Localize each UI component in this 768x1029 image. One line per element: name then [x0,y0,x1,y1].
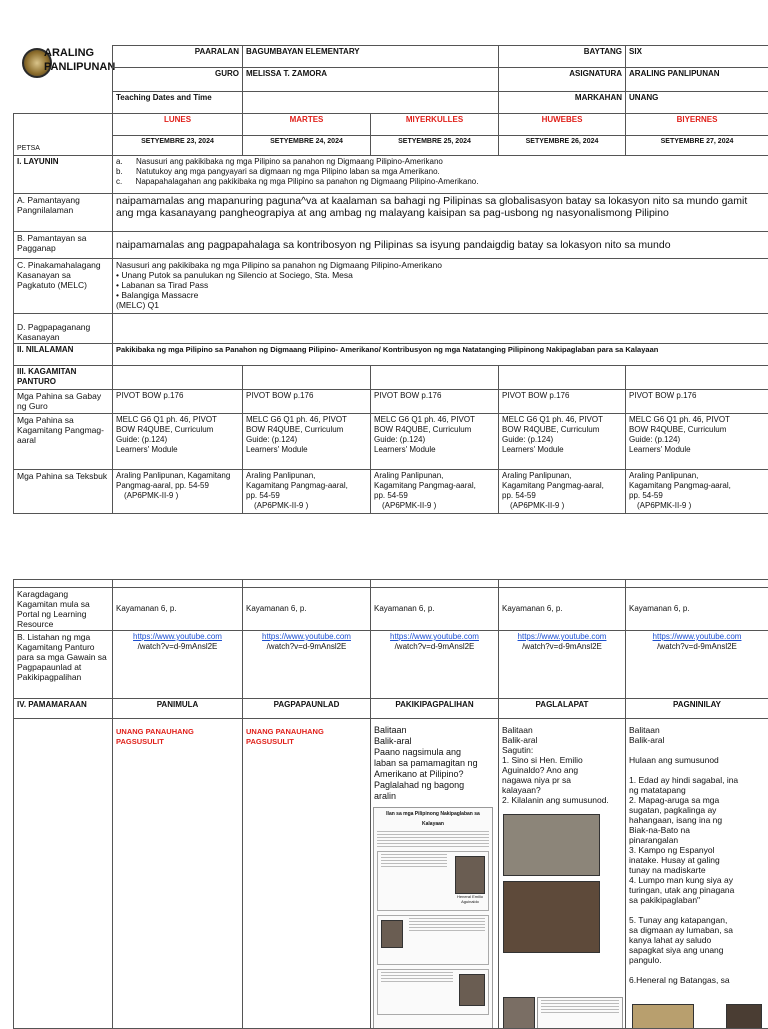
teksbuk-tuesday [243,470,371,514]
day-friday: BIYERNES [626,114,768,136]
paaralan-value: BAGUMBAYAN ELEMENTARY [243,46,499,68]
k-line: MELC G6 Q1 ph. 46, PIVOT [116,415,239,425]
objective-c: c. Napapahalagahan ang pakikibaka ng mga Pilipino sa panahon ng Digmaang Pilipino-Amerikano. [116,177,765,187]
fri-line: pangulo. [629,955,765,965]
t-line: pp. 54-59 [246,491,367,501]
kagamitan-label: III. KAGAMITAN PANTURO [14,366,113,390]
t-line: Kagamitang Pangmag-aaral, [374,481,495,491]
t-line: Kagamitang Pangmag-aaral, [246,481,367,491]
unang-panauhang-pagsusulit: UNANG PANAUHANG PAGSUSULIT [246,727,367,747]
day-monday: LUNES [113,114,243,136]
stage-pagpapaunlad: PAGPAPAUNLAD [243,699,371,719]
youtube-link[interactable]: https://www.youtube.com [390,632,479,641]
wed-line: Paglalahad ng bagong [374,780,495,791]
pagninilay-cell [626,719,768,1029]
gabay-tuesday: PIVOT BOW p.176 [243,390,371,414]
pinakamahalagang-text [113,259,768,314]
baytang-label: BAYTANG [499,46,626,68]
k-line: BOW R4QUBE, Curriculum [116,425,239,435]
k-line: MELC G6 Q1 ph. 46, PIVOT [629,415,765,425]
youtube-link[interactable]: https://www.youtube.com [133,632,222,641]
wed-line: Balitaan [374,725,495,736]
listahan-friday [626,631,768,699]
fri-line [629,765,765,775]
k-line: MELC G6 Q1 ph. 46, PIVOT [246,415,367,425]
teksbuk-friday [626,470,768,514]
fri-line: 2. Mapag-aruga sa mga [629,795,765,805]
wed-line: laban sa pamamagitan ng [374,758,495,769]
k-line: MELC G6 Q1 ph. 46, PIVOT [502,415,622,425]
pamamaraan-label: IV. PAMAMARAAN [14,699,113,719]
k-line: Guide: (p.124) [116,435,239,445]
karagdagang-friday: Kayamanan 6, p. [626,588,768,631]
paaralan-label: PAARALAN [113,46,243,68]
fri-line: Biak-na-Bato na [629,825,765,835]
t-line: (AP6PMK-II-9 ) [374,501,495,511]
date-friday: SETYEMBRE 27, 2024 [626,136,768,156]
day-tuesday: MARTES [243,114,371,136]
thu-line: kalayaan? [502,785,622,795]
t-line: Araling Panlipunan, [246,471,367,481]
fri-line: 4. Lumpo man kung siya ay [629,875,765,885]
melc-line-3: • Labanan sa Tirad Pass [116,280,765,290]
fri-line: sapagkat siya ang unang [629,945,765,955]
t-line: Pangmag-aaral, pp. 54-59 [116,481,239,491]
fri-line: sa digmaan ay lumaban, sa [629,925,765,935]
fri-line: tunay na madiskarte [629,865,765,875]
wed-line: Balik-aral [374,736,495,747]
nilalaman-label: II. NILALAMAN [14,344,113,366]
fri-line: ng matatapang [629,785,765,795]
thu-line: Balik-aral [502,735,622,745]
fri-line: 6.Heneral ng Batangas, sa [629,975,765,985]
k-line: Learners' Module [116,445,239,455]
gabay-monday: PIVOT BOW p.176 [113,390,243,414]
melc-line-5: (MELC) Q1 [116,300,765,310]
fri-line: hahangaan, isang ina ng [629,815,765,825]
kagamitang-wednesday [371,414,499,470]
t-line: Kagamitang Pangmag-aaral, [629,481,765,491]
thu-line: Balitaan [502,725,622,735]
gabay-label: Mga Pahina sa Gabay ng Guro [14,390,113,414]
fri-line: pinarangalan [629,835,765,845]
fri-line [629,965,765,975]
stage-paglalapat: PAGLALAPAT [499,699,626,719]
karagdagang-wednesday: Kayamanan 6, p. [371,588,499,631]
fri-line: inatake. Husay at galing [629,855,765,865]
kagamitang-thursday [499,414,626,470]
karagdagang-thursday: Kayamanan 6, p. [499,588,626,631]
pamantayan-pagganap-text: naipamamalas ang pagpapahalaga sa kontribosyon ng Pilipinas sa isyung pandaigdig batay sa lokasyon nito sa mundo [113,232,768,259]
listahan-thursday [499,631,626,699]
youtube-link-path: /watch?v=d-9mAnsl2E [116,642,239,652]
thu-line: 2. Kilalanin ang sumusunod. [502,795,622,805]
wed-line: aralin [374,791,495,802]
worksheet-title: Ilan sa mga Pilipinong Nakipaglaban sa Kalayaan [375,809,491,829]
fri-line: Balik-aral [629,735,765,745]
pakikipagpalihan-cell [371,719,499,1029]
t-line: Araling Panlipunan, [374,471,495,481]
lesson-plan-table-top [13,45,768,514]
k-line: Guide: (p.124) [629,435,765,445]
gabay-friday: PIVOT BOW p.176 [626,390,768,414]
stage-pakikipagpalihan: PAKIKIPAGPALIHAN [371,699,499,719]
objective-b: b. Natutukoy ang mga pangyayari sa digmaan ng mga Pilipino laban sa mga Amerikano. [116,167,765,177]
stage-pagninilay: PAGNINILAY [626,699,768,719]
t-line: Araling Panlipunan, Kagamitang [116,471,239,481]
k-line: Learners' Module [246,445,367,455]
kagamitang-friday [626,414,768,470]
melc-line-4: • Balangiga Massacre [116,290,765,300]
logo-line2: PANLIPUNAN [44,60,115,74]
teaching-dates-value [243,92,499,114]
pamantayang-pangnilalaman-text: naipamamalas ang mapanuring paguna^va at kaalaman sa bahagi ng Pilipinas sa globalisasyon batay sa lokasyon nito sa mundo gamit ang mga kasanayang pangheograpiya at ang ambag ng malayang kaisipan sa pag-usbong ng nasyonalismong Pilipino [113,194,768,232]
karagdagang-label: Karagdagang Kagamitan mula sa Portal ng Learning Resource [14,588,113,631]
asignatura-label: ASIGNATURA [499,68,626,92]
karagdagang-monday: Kayamanan 6, p. [113,588,243,631]
wed-line: Paano nagsimula ang [374,747,495,758]
listahan-label: B. Listahan ng mga Kagamitang Panturo para sa mga Gawain sa Pagpapaunlad at Pakikipagpalihan [14,631,113,699]
stage-panimula: PANIMULA [113,699,243,719]
fri-line: Hulaan ang sumusunod [629,755,765,765]
thu-line: 1. Sino si Hen. Emilio [502,755,622,765]
t-line: pp. 54-59 [374,491,495,501]
youtube-link-path: /watch?v=d-9mAnsl2E [502,642,622,652]
k-line: Guide: (p.124) [374,435,495,445]
nilalaman-text: Pakikibaka ng mga Pilipino sa Panahon ng Digmaang Pilipino- Amerikano/ Kontribusyon ng mga Natatanging Pilipinong Nakipaglaban para sa Kalayaan [113,344,768,366]
baytang-value: SIX [626,46,768,68]
day-thursday: HUWEBES [499,114,626,136]
kagamitang-monday [113,414,243,470]
fri-line: 1. Edad ay hindi sagabal, ina [629,775,765,785]
aguinaldo-photo [455,856,485,894]
wed-line: Amerikano at Pilipino? [374,769,495,780]
lesson-plan-table-bottom [13,579,768,1029]
asignatura-value: ARALING PANLIPUNAN [626,68,768,92]
karagdagang-tuesday: Kayamanan 6, p. [243,588,371,631]
teksbuk-thursday [499,470,626,514]
t-line: pp. 54-59 [502,491,622,501]
k-line: Guide: (p.124) [246,435,367,445]
logo-line1: ARALING [44,46,115,60]
fri-line [629,905,765,915]
fri-line: sa pakikipaglaban" [629,895,765,905]
fri-line: Balitaan [629,725,765,735]
fri-line [629,745,765,755]
k-line: BOW R4QUBE, Curriculum [629,425,765,435]
melc-line-2: • Unang Putok sa panulukan ng Silencio at Sociego, Sta. Mesa [116,270,765,280]
k-line: BOW R4QUBE, Curriculum [246,425,367,435]
portrait-photo [459,974,485,1006]
t-line: pp. 54-59 [629,491,765,501]
listahan-tuesday [243,631,371,699]
petsa-label: PETSA [14,136,113,156]
pinakamahalagang-label: C. Pinakamahalagang Kasanayan sa Pagkatuto (MELC) [14,259,113,314]
t-line: (AP6PMK-II-9 ) [629,501,765,511]
k-line: Learners' Module [502,445,622,455]
k-line: BOW R4QUBE, Curriculum [374,425,495,435]
youtube-link[interactable]: https://www.youtube.com [653,632,742,641]
objective-a: a. Nasusuri ang pakikibaka ng mga Pilipino sa panahon ng Digmaang Pilipino-Amerikano [116,157,765,167]
historical-portrait-4 [632,1004,694,1029]
listahan-wednesday [371,631,499,699]
fri-line: turingan, utak ang pinagana [629,885,765,895]
date-thursday: SETYEMBRE 26, 2024 [499,136,626,156]
fri-line: 5. Tunay ang katapangan, [629,915,765,925]
teksbuk-label: Mga Pahina sa Teksbuk [14,470,113,514]
teksbuk-wednesday [371,470,499,514]
fri-line: 3. Kampo ng Espanyol [629,845,765,855]
k-line: MELC G6 Q1 ph. 46, PIVOT [374,415,495,425]
t-line: (AP6PMK-II-9 ) [246,501,367,511]
youtube-link-path: /watch?v=d-9mAnsl2E [246,642,367,652]
pagpapaganang-label: D. Pagpapaganang Kasanayan [14,314,113,344]
pagpapaunlad-cell [243,719,371,1029]
historical-portrait-2 [503,881,600,953]
youtube-link-path: /watch?v=d-9mAnsl2E [629,642,765,652]
date-tuesday: SETYEMBRE 24, 2024 [243,136,371,156]
pamantayang-pangnilalaman-label: A. Pamantayang Pangnilalaman [14,194,113,232]
pamantayan-pagganap-label: B. Pamantayan sa Pagganap [14,232,113,259]
historical-portrait-5 [726,1004,762,1029]
markahan-value: UNANG [626,92,768,114]
listahan-monday [113,631,243,699]
melc-line-1: Nasusuri ang pakikibaka ng mga Pilipino sa panahon ng Digmaang Pilipino-Amerikano [116,260,765,270]
thu-line: Sagutin: [502,745,622,755]
gabay-thursday: PIVOT BOW p.176 [499,390,626,414]
date-monday: SETYEMBRE 23, 2024 [113,136,243,156]
k-line: BOW R4QUBE, Curriculum [502,425,622,435]
date-wednesday: SETYEMBRE 25, 2024 [371,136,499,156]
historical-portrait-1 [503,814,600,876]
t-line: Araling Panlipunan, [629,471,765,481]
k-line: Learners' Module [374,445,495,455]
youtube-link[interactable]: https://www.youtube.com [518,632,607,641]
markahan-label: MARKAHAN [499,92,626,114]
day-wednesday: MIYERKULLES [371,114,499,136]
unang-panauhang-pagsusulit: UNANG PANAUHANG PAGSUSULIT [116,727,239,747]
fri-line: kanya lahat ay saludo [629,935,765,945]
layunin-objectives [113,156,768,194]
t-line: Araling Panlipunan, [502,471,622,481]
guro-label: GURO [113,68,243,92]
thu-line: Aguinaldo? Ano ang [502,765,622,775]
photo-caption: Heneral Emilio Aguinaldo [453,894,487,904]
panimula-cell [113,719,243,1029]
kagamitang-tuesday [243,414,371,470]
teaching-dates-label: Teaching Dates and Time [113,92,243,114]
youtube-link[interactable]: https://www.youtube.com [262,632,351,641]
thu-line: nagawa niya pr sa [502,775,622,785]
t-line: (AP6PMK-II-9 ) [502,501,622,511]
youtube-link-path: /watch?v=d-9mAnsl2E [374,642,495,652]
k-line: Guide: (p.124) [502,435,622,445]
portrait-photo [381,920,403,948]
fri-line: sugatan, pagkalinga ay [629,805,765,815]
k-line: Learners' Module [629,445,765,455]
teksbuk-monday [113,470,243,514]
gabay-wednesday: PIVOT BOW p.176 [371,390,499,414]
paglalapat-cell [499,719,626,1029]
worksheet-image [373,807,493,1029]
kagamitang-mag-aaral-label: Mga Pahina sa Kagamitang Pangmag-aaral [14,414,113,470]
t-line: Kagamitang Pangmag-aaral, [502,481,622,491]
guro-value: MELISSA T. ZAMORA [243,68,499,92]
t-line: (AP6PMK-II-9 ) [116,491,239,501]
layunin-label: I. LAYUNIN [14,156,113,194]
